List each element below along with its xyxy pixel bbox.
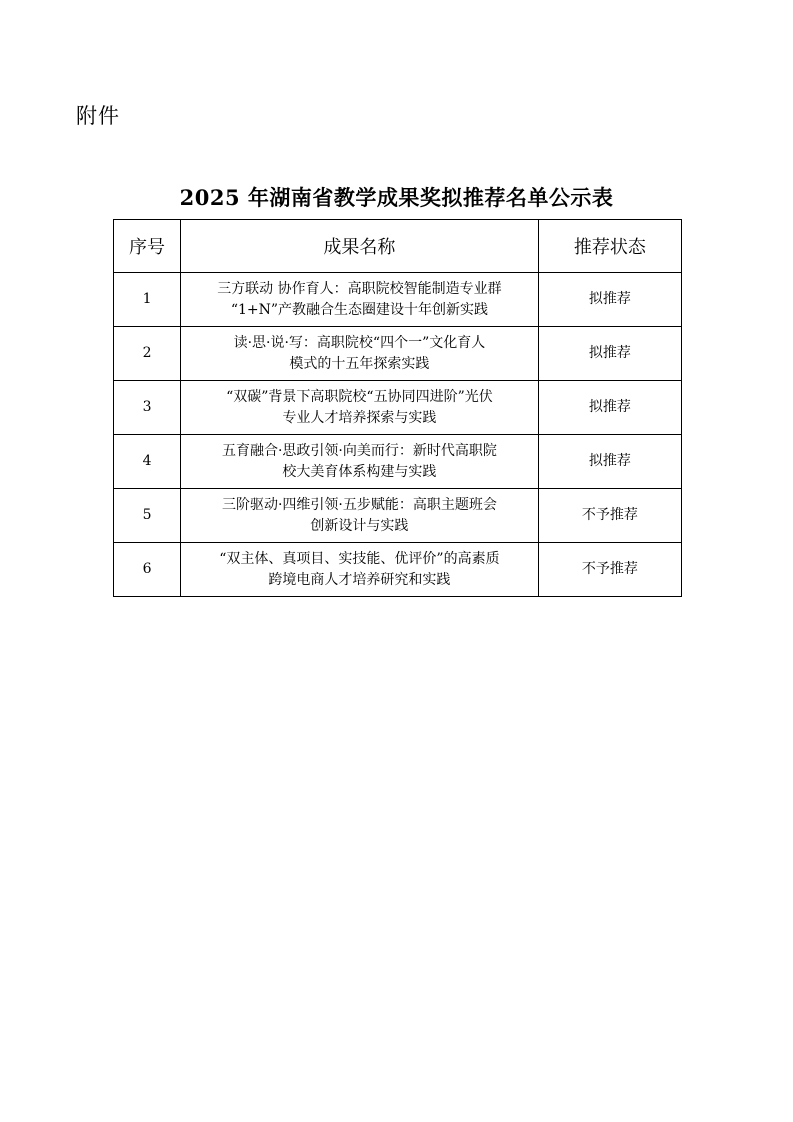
table-row [114,381,682,435]
row-name [181,381,539,435]
row-status: 拟推荐 [538,273,681,327]
header-status: 推荐状态 [538,220,681,273]
table-row [114,435,682,489]
row-name-line2: 专业人才培养探索与实践 [282,409,437,426]
row-no: 3 [114,381,181,435]
row-name-line2: “1+N”产教融合生态圈建设十年创新实践 [230,301,489,318]
attachment-label: 附件 [76,104,120,128]
row-name-line1: 三阶驱动·四维引领·五步赋能：高职主题班会 [221,496,497,513]
row-status: 拟推荐 [538,327,681,381]
row-name-line2: 跨境电商人才培养研究和实践 [268,571,451,588]
row-status: 拟推荐 [538,435,681,489]
table-row [114,543,682,597]
table-row [114,489,682,543]
row-no: 2 [114,327,181,381]
row-no: 4 [114,435,181,489]
row-status: 拟推荐 [538,381,681,435]
row-name [181,489,539,543]
row-name [181,273,539,327]
row-no: 6 [114,543,181,597]
row-name [181,435,539,489]
recommendation-table [113,219,682,597]
table-header-row [114,220,682,273]
row-status: 不予推荐 [538,489,681,543]
table-row [114,273,682,327]
page-title: 2025 年湖南省教学成果奖拟推荐名单公示表 [179,185,614,210]
header-name: 成果名称 [181,220,539,273]
row-no: 5 [114,489,181,543]
row-name [181,327,539,381]
row-status: 不予推荐 [538,543,681,597]
row-name-line1: 三方联动 协作育人：高职院校智能制造专业群 [217,280,502,297]
row-name [181,543,539,597]
row-name-line1: 五育融合·思政引领·向美而行：新时代高职院 [221,442,497,459]
row-no: 1 [114,273,181,327]
row-name-line1: “双碳”背景下高职院校“五协同四进阶”光伏 [226,388,493,405]
row-name-line2: 校大美育体系构建与实践 [282,463,437,480]
row-name-line1: “双主体、真项目、实技能、优评价”的高素质 [219,550,500,567]
row-name-line1: 读·思·说·写：高职院校“四个一”文化育人 [233,334,486,351]
row-name-line2: 创新设计与实践 [310,517,409,534]
table-row [114,327,682,381]
row-name-line2: 模式的十五年探索实践 [289,355,430,372]
header-no: 序号 [114,220,181,273]
